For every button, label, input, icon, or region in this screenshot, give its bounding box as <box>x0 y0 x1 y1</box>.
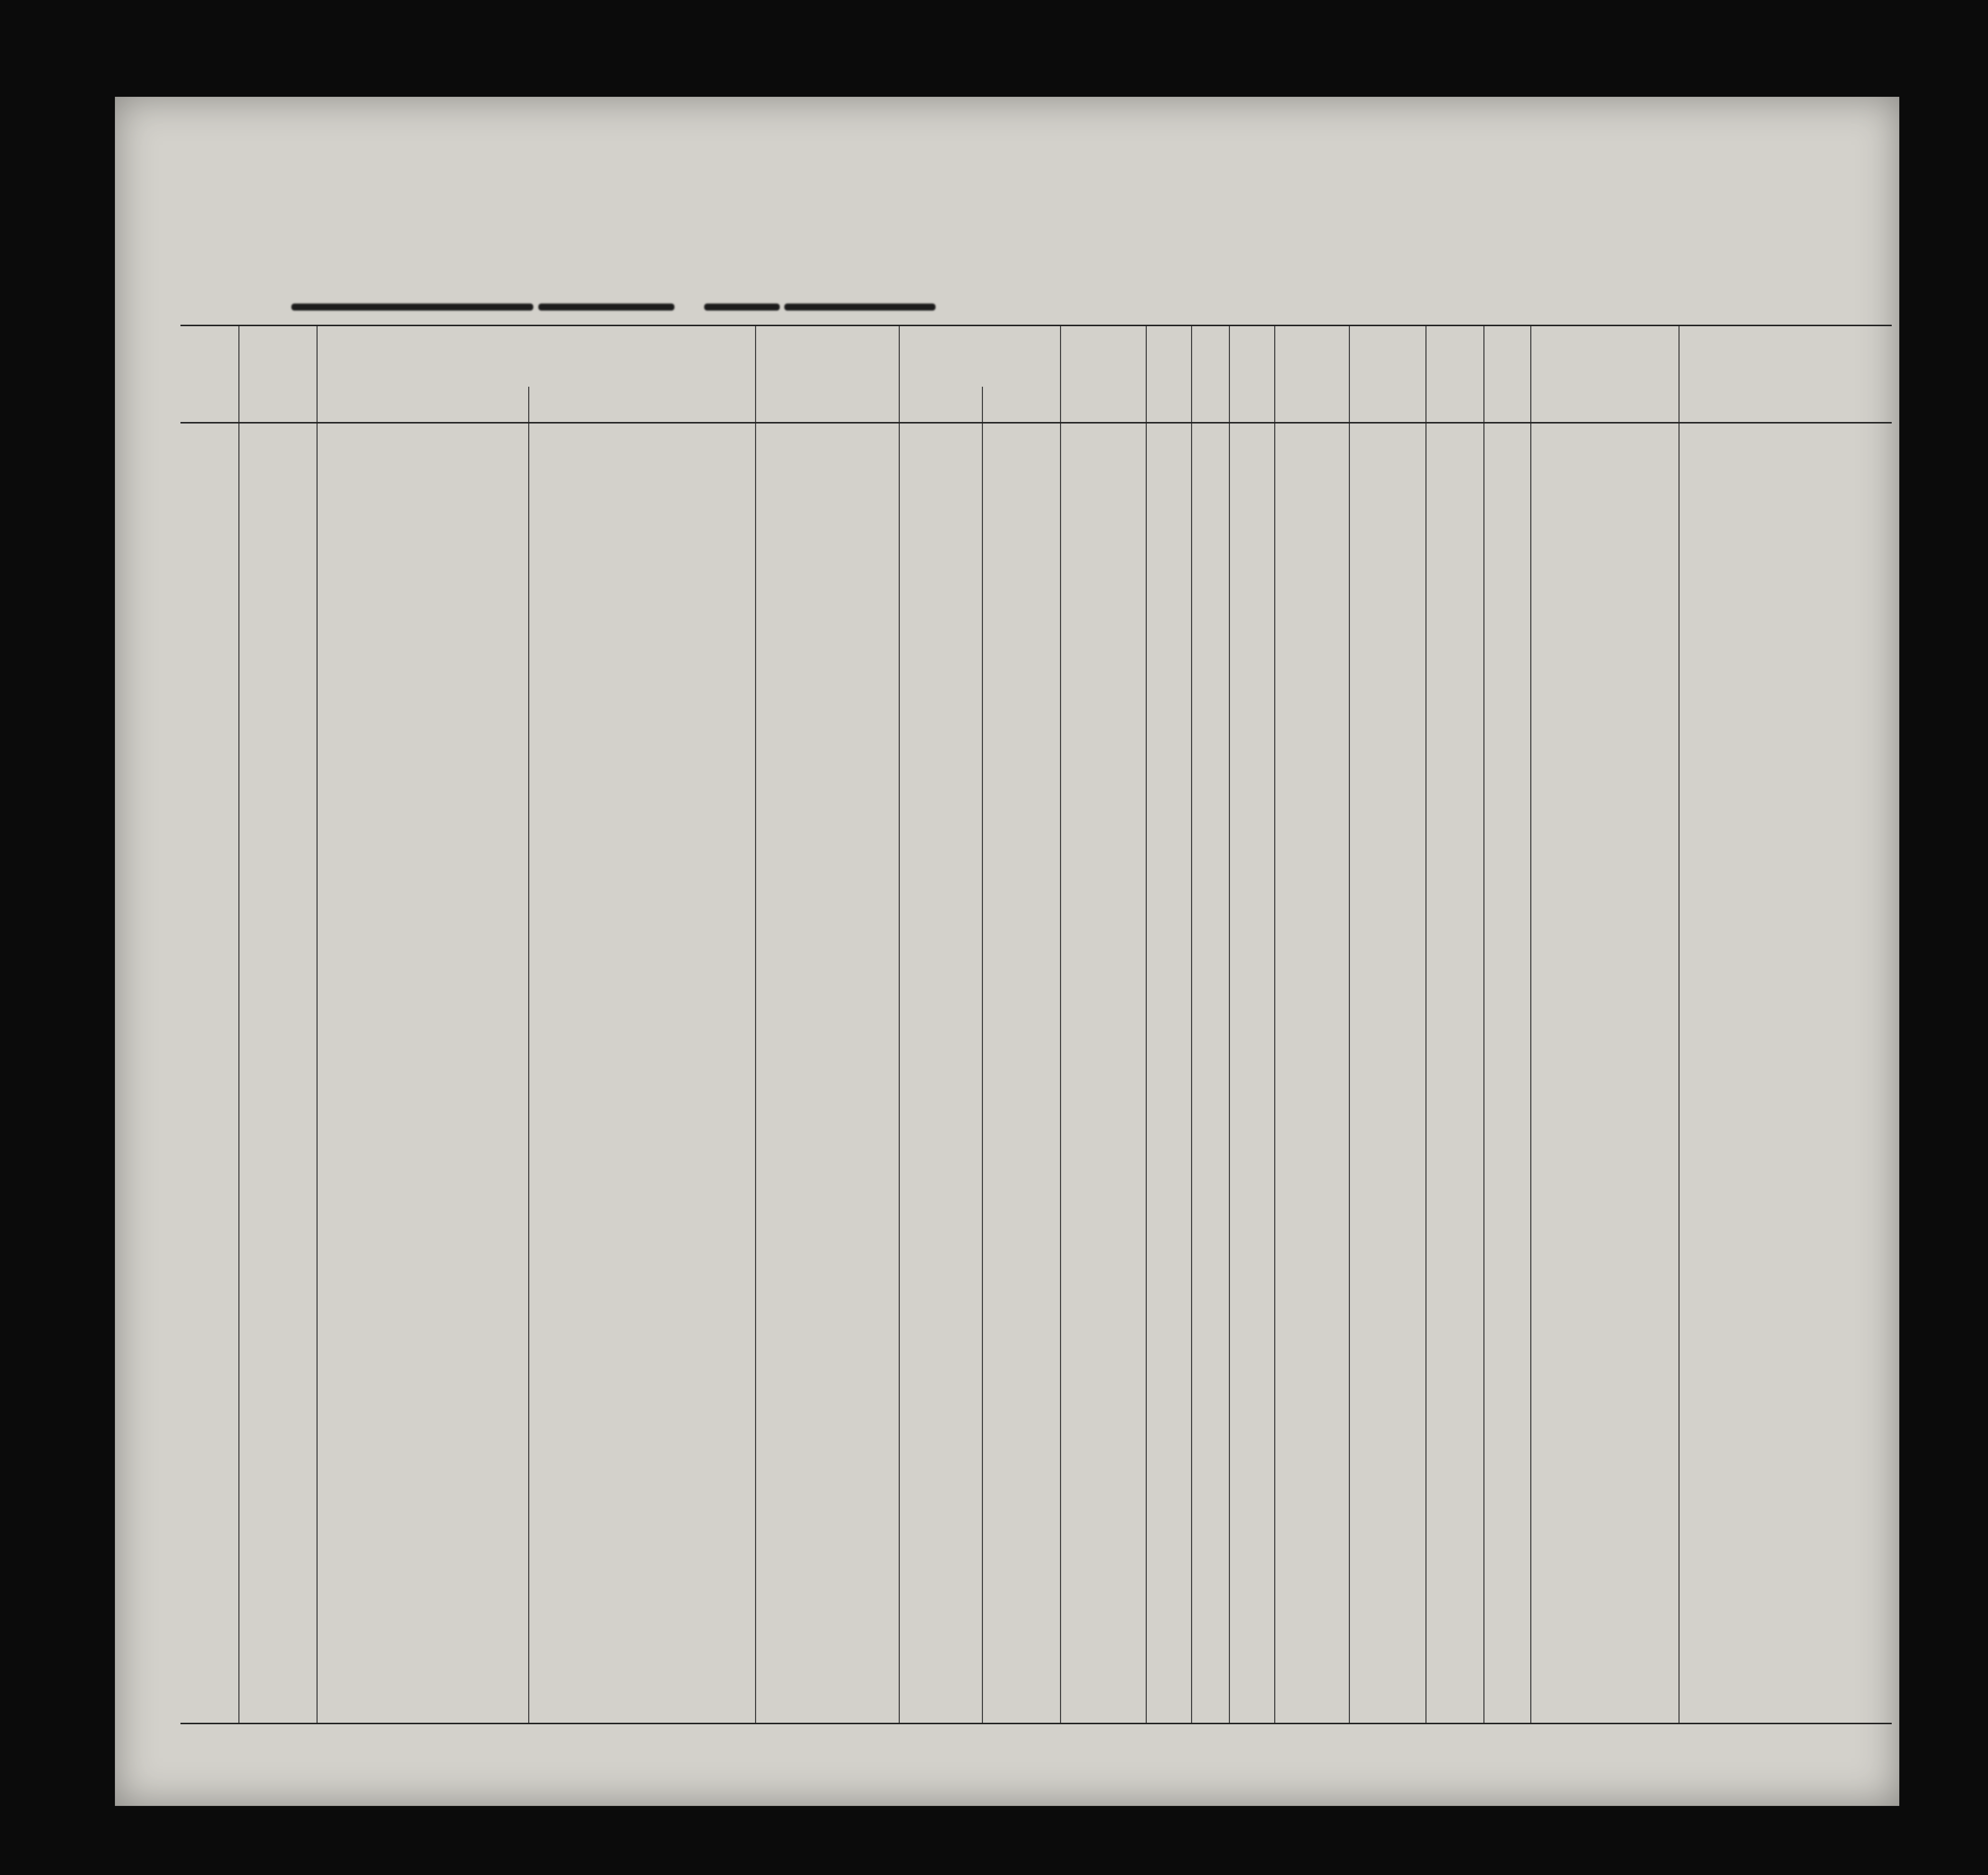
column-divider <box>1530 326 1531 1723</box>
departure-port-redacted <box>784 304 936 311</box>
vessel-name-redacted <box>291 304 533 311</box>
column-divider <box>1229 326 1230 1723</box>
column-divider <box>1483 326 1484 1723</box>
arrival-port-redacted <box>538 304 674 311</box>
column-divider <box>899 326 900 1723</box>
column-divider <box>1679 326 1680 1723</box>
manifest-page <box>115 97 1899 1806</box>
header-divider <box>180 422 1892 424</box>
arrival-month-redacted <box>704 304 780 311</box>
column-divider <box>1274 326 1275 1723</box>
column-divider <box>1425 326 1426 1723</box>
column-divider <box>1146 326 1147 1723</box>
column-divider <box>982 387 983 1723</box>
vessel-line <box>291 282 936 320</box>
column-divider <box>317 326 318 1723</box>
column-divider <box>755 326 756 1723</box>
manifest-table <box>180 325 1892 1724</box>
column-divider <box>1349 326 1350 1723</box>
column-divider <box>1191 326 1192 1723</box>
column-divider <box>238 326 239 1723</box>
column-divider <box>1060 326 1061 1723</box>
column-divider <box>528 387 529 1723</box>
